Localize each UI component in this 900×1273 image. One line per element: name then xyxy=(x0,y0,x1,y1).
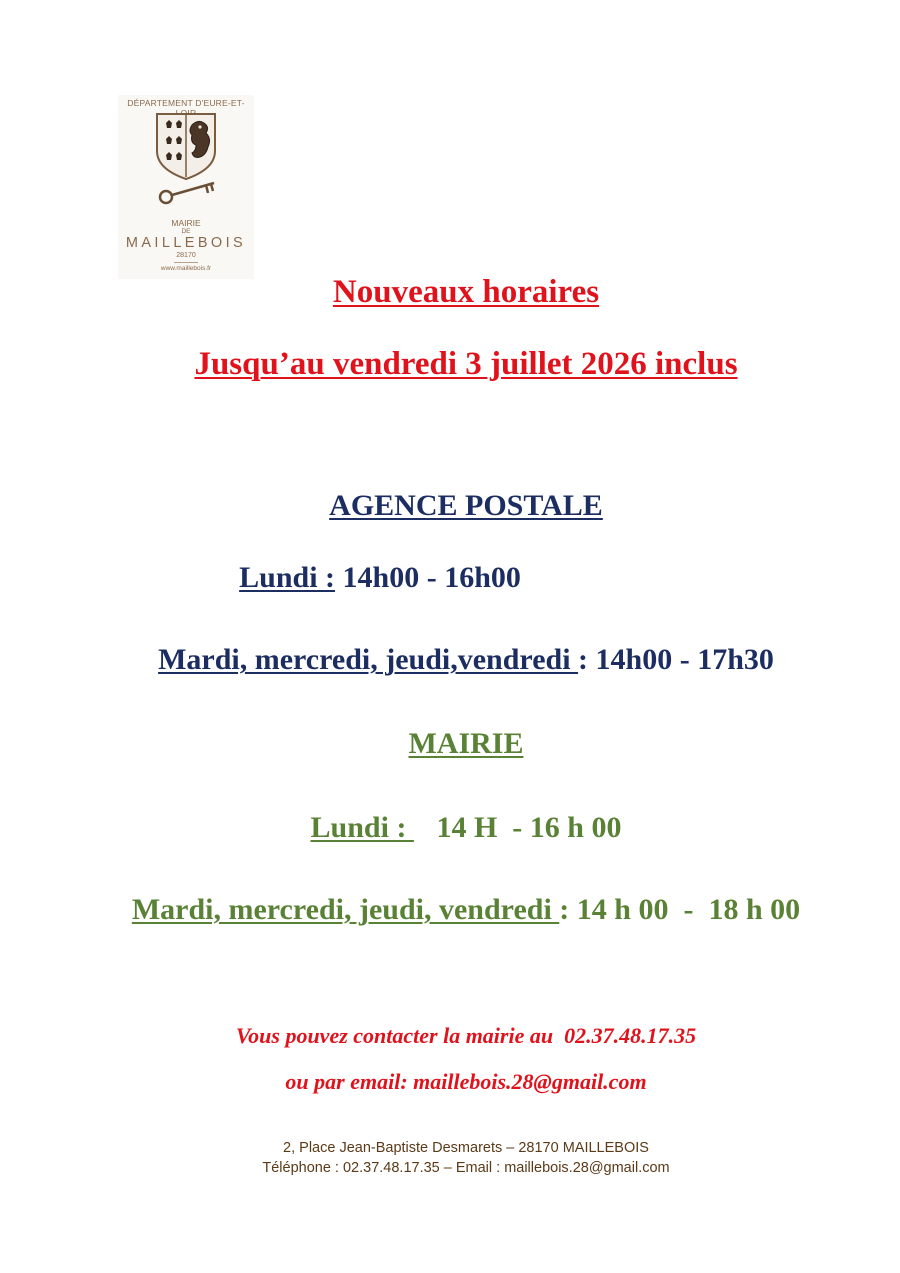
contact-phone-line: Vous pouvez contacter la mairie au 02.37.48.17.35 xyxy=(235,1023,697,1048)
schedule-hours: 14 H - 16 h 00 xyxy=(413,811,622,844)
logo-department: DÉPARTEMENT D'EURE-ET- xyxy=(127,98,245,108)
logo-town-name: MAILLEBOIS xyxy=(125,235,247,251)
page-subtitle: Jusqu’au vendredi 3 juillet 2026 inclus xyxy=(194,346,738,382)
schedule-hours: : 14 h 00 - 18 h 00 xyxy=(559,893,801,926)
schedule-days: Mardi, mercredi, jeudi, vendredi xyxy=(131,893,560,926)
logo-postcode: 28170 xyxy=(176,252,196,259)
agence-postale-heading: AGENCE POSTALE xyxy=(329,489,603,522)
logo-divider xyxy=(174,262,198,263)
schedule-hours: 14h00 - 16h00 xyxy=(335,561,521,594)
footer-contact: Téléphone : 02.37.48.17.35 – Email : maillebois.28@gmail.com xyxy=(262,1160,670,1176)
logo-de: DE xyxy=(181,228,191,235)
logo-website: www.maillebois.fr xyxy=(160,265,212,272)
footer-address: 2, Place Jean-Baptiste Desmarets – 28170 MAILLEBOIS xyxy=(283,1140,649,1156)
mairie-logo xyxy=(118,95,254,279)
coat-of-arms-icon xyxy=(154,111,218,215)
schedule-hours: : 14h00 - 17h30 xyxy=(578,643,774,676)
mairie-heading: MAIRIE xyxy=(408,727,524,760)
logo-mairie: MAIRIE xyxy=(171,218,201,228)
schedule-days: Lundi : xyxy=(310,811,414,844)
page-title: Nouveaux horaires xyxy=(332,274,600,310)
mairie-row-weekdays xyxy=(0,893,900,927)
agence-postale-row-monday xyxy=(0,561,846,595)
agence-postale-row-weekdays xyxy=(0,643,900,677)
mairie-row-monday xyxy=(0,811,900,845)
schedule-days: Lundi : xyxy=(239,561,336,594)
schedule-days: Mardi, mercredi, jeudi,vendredi xyxy=(158,643,579,676)
contact-email-line: ou par email: maillebois.28@gmail.com xyxy=(285,1069,647,1094)
